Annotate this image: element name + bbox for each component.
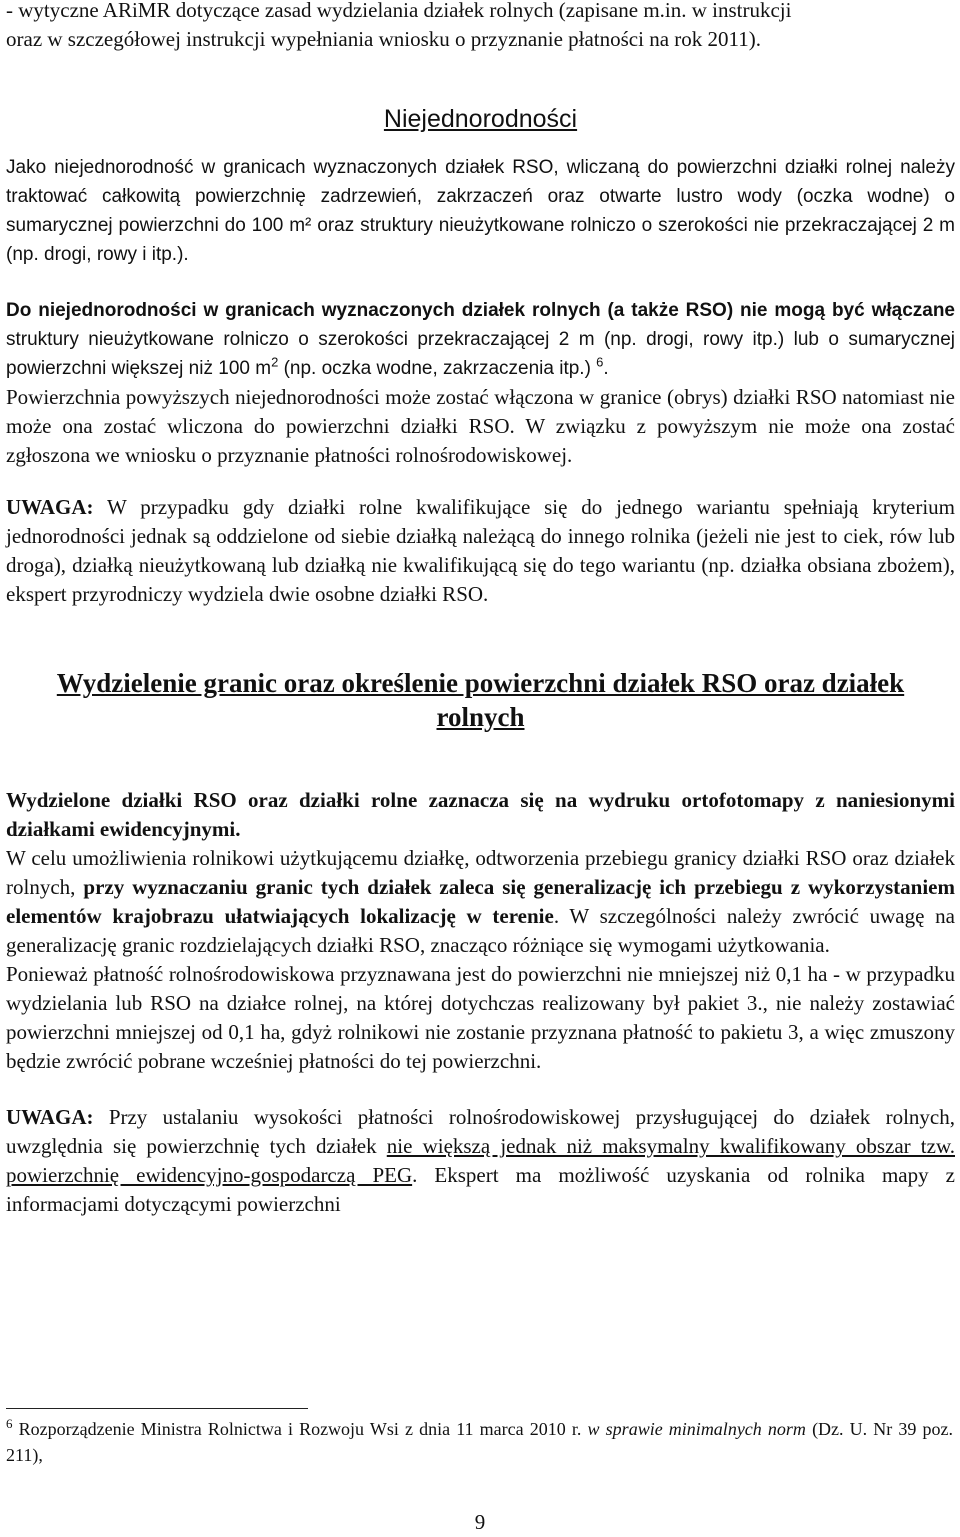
superscript-squared: 2 <box>271 354 279 370</box>
wydzielenie-paragraph-2-start: W celu umożliwienia rolnikowi użytkującemu działkę, odtworzenia przebiegu granicy działki RSO oraz działek rolnych, <box>6 846 955 899</box>
niejednorodnosci-paragraph-2-end: . <box>603 358 609 379</box>
intro-line-1: - wytyczne ARiMR dotyczące zasad wydzielania działek rolnych (zapisane m.in. w instrukcji <box>6 0 792 22</box>
intro-line-2: oraz w szczegółowej instrukcji wypełniania wniosku o przyznanie płatności na rok 2011). <box>6 27 761 51</box>
footnote-italic: w sprawie minimalnych norm <box>587 1419 806 1439</box>
wydzielenie-paragraph-1 <box>6 786 955 844</box>
niejednorodnosci-paragraph-2 <box>6 296 955 383</box>
niejednorodnosci-paragraph-2-bold: Do niejednorodności w granicach wyznaczonych działek rolnych (a także RSO) nie mogą być włączane <box>6 300 955 321</box>
uwaga-label-2: UWAGA: <box>6 1105 94 1129</box>
footnote-text: Rozporządzenie Ministra Rolnictwa i Rozwoju Wsi z dnia 11 marca 2010 r. <box>18 1419 582 1439</box>
section-heading-niejednorodnosci: Niejednorodności <box>383 105 578 133</box>
page-number: 9 <box>474 1510 486 1534</box>
niejednorodnosci-paragraph-2-text: struktury nieużytkowane rolniczo o szerokości przekraczającej 2 m (np. drogi, rowy itp.) lub o sumarycznej powierzchni większej niż 100 m <box>6 329 955 379</box>
uwaga-label-1: UWAGA: <box>6 495 94 519</box>
uwaga-text-2-underlined: nie większą jednak niż maksymalny kwalifikowany obszar tzw. powierzchnię ewidencyjno-gospodarczą PEG <box>6 1134 955 1187</box>
wydzielenie-paragraph-2-end: . W szczególności należy zwrócić uwagę na generalizację granic rozdzielających działki RSO, znacząco różniące się wymogami użytkowania. <box>6 904 956 957</box>
section-heading-wydzielenie: Wydzielenie granic oraz określenie powierzchni działek RSO oraz działek rolnych <box>56 668 905 732</box>
niejednorodnosci-paragraph-1: Jako niejednorodność w granicach wyznaczonych działek RSO, wliczaną do powierzchni działki rolnej należy traktować całkowitą powierzchnię zadrzewień, zakrzaczeń oraz otwarte lustro wody (oczka wodne) o sumarycznej powierzchni do 100 m² oraz struktury nieużytkowane rolniczo o szerokości nie przekraczającej 2 m (np. drogi, rowy i itp.). <box>6 157 955 265</box>
footnote-reference[interactable]: 6 <box>596 354 604 370</box>
uwaga-text-2-end: . Ekspert ma możliwość uzyskania od rolnika mapy z informacjami dotyczącymi powierzchni <box>6 1163 955 1216</box>
uwaga-note-2 <box>6 1103 955 1219</box>
document-page <box>6 0 955 1219</box>
wydzielenie-paragraph-2-bold: przy wyznaczaniu granic tych działek zaleca się generalizację ich przebiegu z wykorzystaniem elementów krajobrazu ułatwiających lokalizację w terenie <box>6 875 955 928</box>
uwaga-note-1 <box>6 493 955 609</box>
footnote-tail: (Dz. U. Nr 39 poz. 211), <box>6 1419 954 1465</box>
footnote-divider <box>6 1408 308 1409</box>
footnote <box>6 1416 953 1468</box>
niejednorodnosci-paragraph-3: Powierzchnia powyższych niejednorodności może zostać włączona w granice (obrys) działki RSO natomiast nie może ona zostać wliczona do powierzchni działki RSO. W związku z powyższym nie może ona zostać zgłoszona we wniosku o przyznanie płatności rolnośrodowiskowej. <box>6 385 955 467</box>
wydzielenie-paragraph-1-bold: Wydzielone działki RSO oraz działki rolne zaznacza się na wydruku ortofotomapy z naniesionymi działkami ewidencyjnymi. <box>6 788 955 841</box>
intro-paragraph <box>6 0 955 54</box>
uwaga-text-1: W przypadku gdy działki rolne kwalifikujące się do jednego wariantu spełniają kryterium jednorodności jednak są oddzielone od siebie działką należącą do innego rolnika (jeżeli nie jest to ciek, rów lub droga), działką nieużytkowaną lub działką nie kwalifikującą się do tego wariantu (np. działka obsiana zbożem), ekspert przyrodniczy wydziela dwie osobne działki RSO. <box>6 495 956 606</box>
footnote-number: 6 <box>6 1416 13 1431</box>
niejednorodnosci-paragraph-2-tail: (np. oczka wodne, zakrzaczenia itp.) <box>283 358 591 379</box>
wydzielenie-paragraph-2 <box>6 844 955 960</box>
wydzielenie-paragraph-3: Ponieważ płatność rolnośrodowiskowa przyznawana jest do powierzchni nie mniejszej niż 0,1 ha - w przypadku wydzielania lub RSO na działce rolnej, na której dotychczas realizowany był pakiet 3., nie należy zostawiać powierzchni mniejszej od 0,1 ha, gdyż rolnikowi nie zostanie przyznana płatność to pakietu 3, a więc zmuszony będzie zwrócić pobrane wcześniej płatności do tej powierzchni. <box>6 962 955 1073</box>
uwaga-text-2-start: Przy ustalaniu wysokości płatności rolnośrodowiskowej przysługującej do działek rolnych, uwzględnia się powierzchnię tych działek <box>6 1105 956 1158</box>
